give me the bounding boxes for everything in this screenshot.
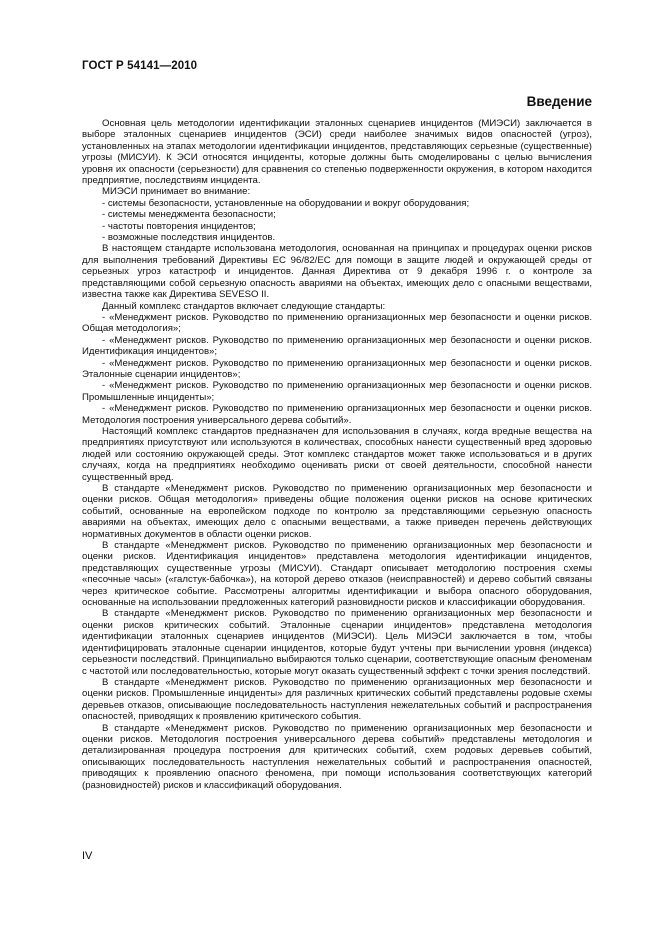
list-item: - системы менеджмента безопасности; bbox=[102, 209, 276, 221]
body-text bbox=[82, 118, 592, 791]
paragraph: В стандарте «Менеджмент рисков. Руководство по применению организационных мер безопасности и оценки рисков критических событий. Эталонные сценарии инцидентов» представлена методология идентификации эталонных сценариев инцидентов (МИЭСИ). Цель МИЭСИ заключается в том, чтобы идентифицировать эталонные сценарии инцидентов, которые будут учтены при вычислении уровня (индекса) серьезности последствий. Принципиально выбираются только сценарии, соответствующие опасным феноменам с частотой или последовательностью, которые могут оказать существенный эффект с точки зрения последствий. bbox=[82, 608, 592, 677]
paragraph: В стандарте «Менеджмент рисков. Руководство по применению организационных мер безопасности и оценки рисков. Идентификация инцидентов» представлена методология идентификации инцидентов, представляющих существенные угрозы (МИСУИ). Стандарт описывает методологию построения схемы «песочные часы» («галстук-бабочка»), на которой дерево отказов (неисправностей) и дерево событий связаны через критическое событие. Рассмотрены алгоритмы идентификации и выбора опасного оборудования, основанные на использовании предложенных категорий разновидности рисков и классификации оборудования. bbox=[82, 540, 592, 609]
section-title: Введение bbox=[526, 94, 592, 109]
paragraph: В стандарте «Менеджмент рисков. Руководство по применению организационных мер безопасности и оценки рисков. Промышленные инциденты» для различных критических событий представлены родовые схемы деревьев отказов, описывающие последовательность наступления нежелательных событий и распространения опасностей, приводящих к проявлению критического события. bbox=[82, 676, 592, 723]
list-item: - «Менеджмент рисков. Руководство по применению организационных мер безопасности и оценки рисков. Эталонные сценарии инцидентов»; bbox=[82, 357, 592, 380]
paragraph: В стандарте «Менеджмент рисков. Руководство по применению организационных мер безопасности и оценки рисков. Общая методология» приведены общие положения оценки рисков на основе критических событий, основанные на европейском подходе по контролю за представляющими серьезную опасность авариями на объектах, имеющих дело с опасными веществами, а также приведен перечень действующих нормативных документов в области оценки рисков. bbox=[82, 483, 592, 540]
paragraph: В настоящем стандарте использована методология, основанная на принципах и процедурах оценки рисков для выполнения требований Директивы ЕС 96/82/ЕС для помощи в защите людей и окружающей среды от серьезных угроз катастроф и инцидентов. Данная Директива от 9 декабря 1996 г. о контроле за представляющими собой серьезную опасность авариями на объектах, имеющих дело с опасными веществами, известна также как Директива SEVESO II. bbox=[82, 243, 592, 301]
list-item: - частоты повторения инцидентов; bbox=[102, 220, 256, 232]
list-item: - «Менеджмент рисков. Руководство по применению организационных мер безопасности и оценки рисков. Общая методология»; bbox=[82, 311, 592, 335]
page-number: IV bbox=[82, 850, 93, 862]
paragraph: Основная цель методологии идентификации эталонных сценариев инцидентов (МИЭСИ) заключается в выборе эталонных сценариев инцидентов (ЭСИ) среди наиболее значимых видов опасностей (угроз), установленных на этапах методологии идентификации инцидентов, представляющих серьезные (существенные) угрозы (МИСУИ). К ЭСИ относятся инциденты, которые должны быть смоделированы с целью вычисления уровня их опасности (серьезности) для сравнения со степенью подверженности окружения, в котором находится предприятие, последствиям инцидента. bbox=[82, 118, 592, 187]
list-item: - «Менеджмент рисков. Руководство по применению организационных мер безопасности и оценки рисков. Идентификация инцидентов»; bbox=[82, 334, 592, 358]
paragraph: Данный комплекс стандартов включает следующие стандарты: bbox=[102, 300, 386, 312]
list-item: - «Менеджмент рисков. Руководство по применению организационных мер безопасности и оценки рисков. Методология построения универсального дерева событий». bbox=[82, 403, 592, 426]
paragraph: МИЭСИ принимает во внимание: bbox=[102, 186, 251, 198]
paragraph: В стандарте «Менеджмент рисков. Руководство по применению организационных мер безопасности и оценки рисков. Методология построения универсального дерева событий» представлены методология и детализированная процедура построения для критических событий, схем родовых деревьев событий, описывающих последовательность наступления нежелательных событий и распространения опасностей, приводящих к проявлению опасного феномена, при помощи использования соответствующих категорий (разновидностей) рисков и классификаций оборудования. bbox=[82, 722, 592, 791]
paragraph: Настоящий комплекс стандартов предназначен для использования в случаях, когда вредные вещества на предприятиях присутствуют или используются в количествах, способных нанести существенный вред здоровью людей или состоянию окружающей среды. Этот комплекс стандартов может также использоваться и в других случаях, когда на предприятиях необходимо оценивать риски от своей деятельности, способной нанести существенный вред. bbox=[82, 425, 592, 483]
list-item: - системы безопасности, установленные на оборудовании и вокруг оборудования; bbox=[102, 197, 470, 209]
document-code: ГОСТ Р 54141—2010 bbox=[82, 60, 198, 72]
list-item: - возможные последствия инцидентов. bbox=[102, 232, 276, 244]
list-item: - «Менеджмент рисков. Руководство по применению организационных мер безопасности и оценки рисков. Промышленные инциденты»; bbox=[82, 380, 592, 403]
